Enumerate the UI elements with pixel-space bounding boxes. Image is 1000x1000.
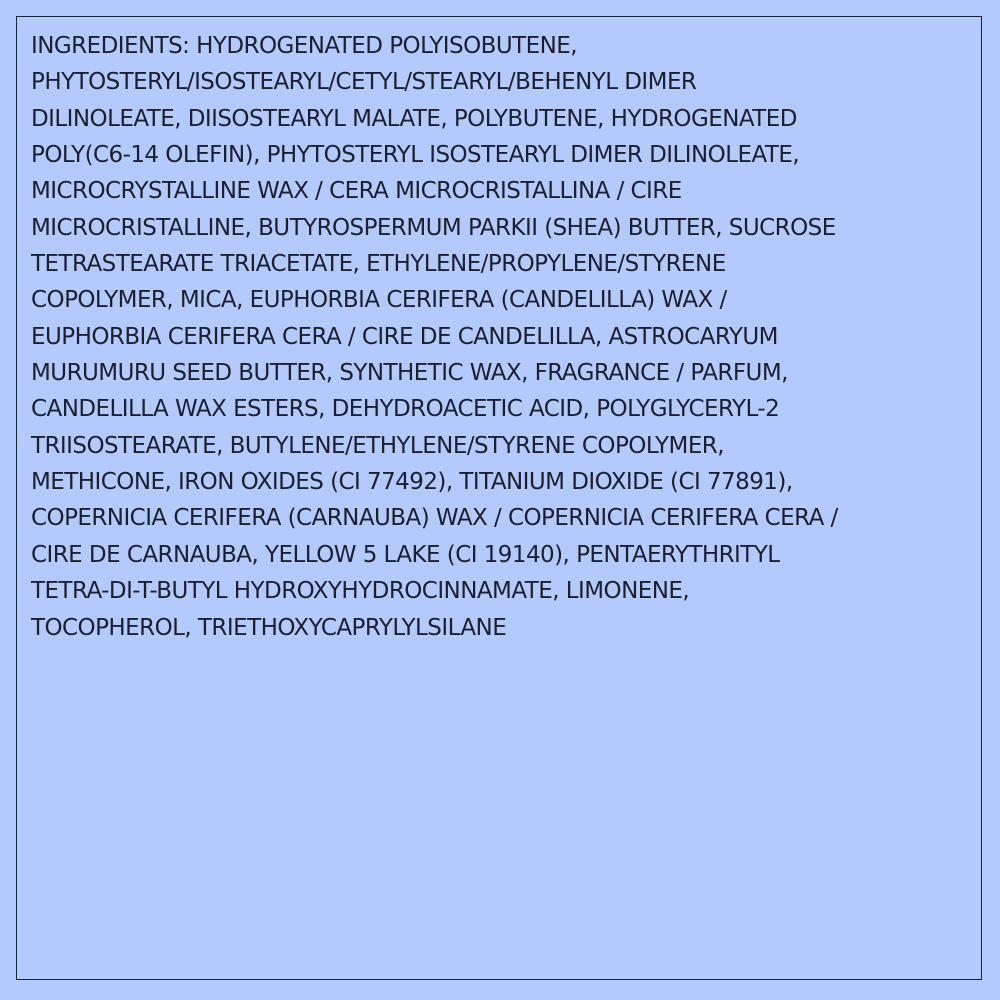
ingredients-line: POLY(C6-14 OLEFIN), PHYTOSTERYL ISOSTEARYL DIMER DILINOLEATE, xyxy=(31,142,800,169)
ingredients-line: INGREDIENTS: HYDROGENATED POLYISOBUTENE, xyxy=(31,33,578,59)
ingredients-line: CIRE DE CARNAUBA, YELLOW 5 LAKE (CI 19140), PENTAERYTHRITYL xyxy=(31,541,780,568)
ingredients-list xyxy=(31,28,971,646)
ingredients-line: DILINOLEATE, DIISOSTEARYL MALATE, POLYBUTENE, HYDROGENATED xyxy=(31,105,797,132)
ingredients-line: MICROCRISTALLINE, BUTYROSPERMUM PARKII (SHEA) BUTTER, SUCROSE xyxy=(31,214,836,241)
ingredients-line: METHICONE, IRON OXIDES (CI 77492), TITANIUM DIOXIDE (CI 77891), xyxy=(31,469,793,496)
ingredients-line: COPERNICIA CERIFERA (CARNAUBA) WAX / COPERNICIA CERIFERA CERA / xyxy=(31,505,838,532)
ingredients-line: PHYTOSTERYL/ISOSTEARYL/CETYL/STEARYL/BEHENYL DIMER xyxy=(31,69,697,96)
ingredients-line: MICROCRYSTALLINE WAX / CERA MICROCRISTALLINA / CIRE xyxy=(31,178,682,205)
ingredients-line: TRIISOSTEARATE, BUTYLENE/ETHYLENE/STYRENE COPOLYMER, xyxy=(31,432,724,459)
ingredients-line: TETRASTEARATE TRIACETATE, ETHYLENE/PROPYLENE/STYRENE xyxy=(31,251,726,278)
ingredients-line: EUPHORBIA CERIFERA CERA / CIRE DE CANDELILLA, ASTROCARYUM xyxy=(31,323,778,350)
ingredients-line: TOCOPHEROL, TRIETHOXYCAPRYLYLSILANE xyxy=(31,614,507,641)
ingredients-line: CANDELILLA WAX ESTERS, DEHYDROACETIC ACID, POLYGLYCERYL-2 xyxy=(31,396,780,423)
ingredients-line: COPOLYMER, MICA, EUPHORBIA CERIFERA (CANDELILLA) WAX / xyxy=(31,287,727,314)
ingredients-line: MURUMURU SEED BUTTER, SYNTHETIC WAX, FRAGRANCE / PARFUM, xyxy=(31,360,788,387)
ingredients-line: TETRA-DI-T-BUTYL HYDROXYHYDROCINNAMATE, LIMONENE, xyxy=(31,578,690,605)
